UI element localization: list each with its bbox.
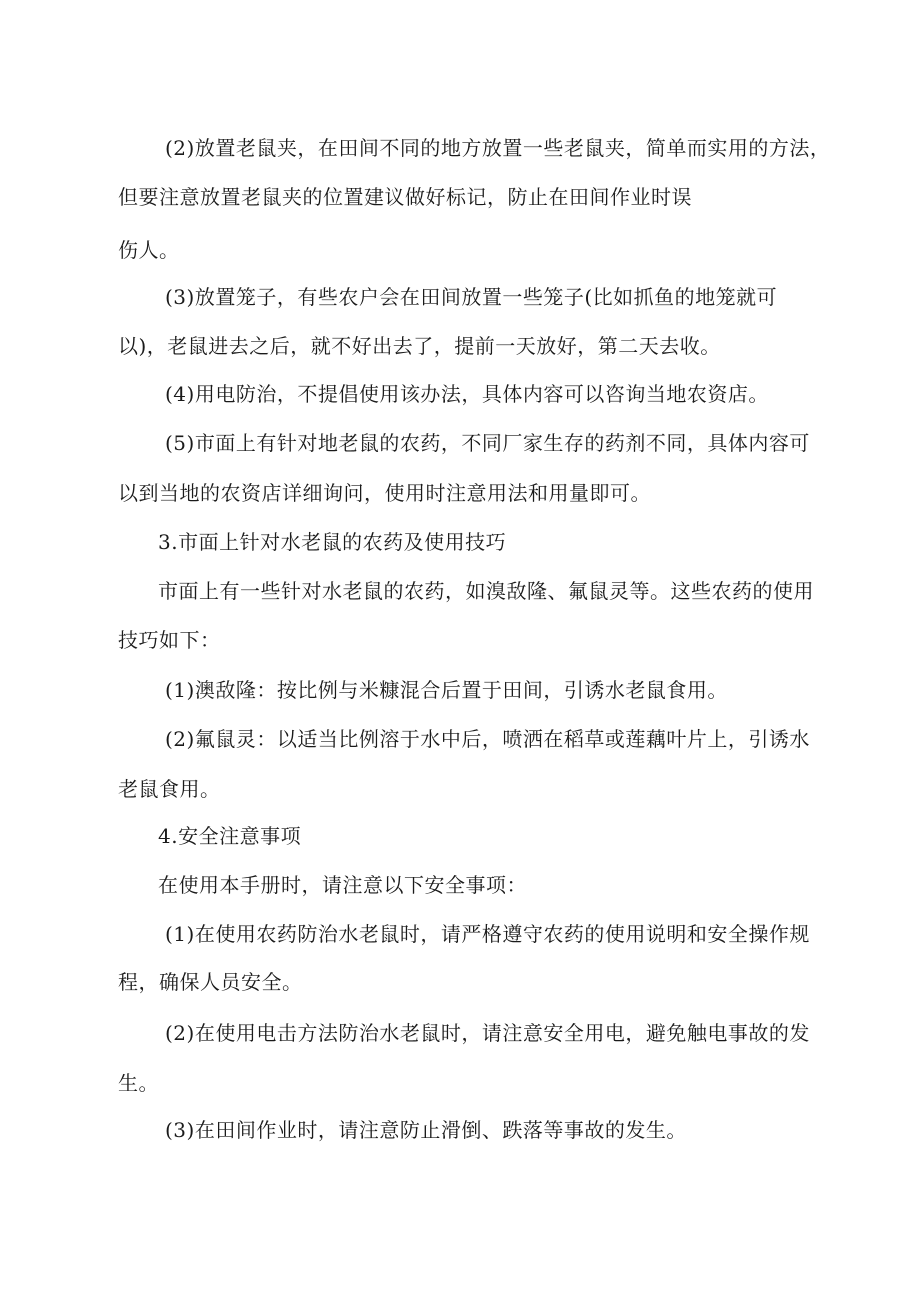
text-line: 但要注意放置老鼠夹的位置建议做好标记，防止在田间作业时误 (118, 185, 692, 209)
text-line: (3)在田间作业时，请注意防止滑倒、跌落等事故的发生。 (165, 1118, 687, 1142)
text-line: (2)氟鼠灵：以适当比例溶于水中后，喷洒在稻草或莲藕叶片上，引诱水 (165, 727, 810, 751)
text-line: 伤人。 (118, 238, 180, 262)
text-line: (3)放置笼子，有些农户会在田间放置一些笼子(比如抓鱼的地笼就可 (165, 285, 778, 309)
text-line: 程，确保人员安全。 (118, 970, 303, 994)
text-line: 市面上有一些针对水老鼠的农药，如溴敌隆、氟鼠灵等。这些农药的使用 (158, 579, 814, 603)
text-line: 以)，老鼠进去之后，就不好出去了，提前一天放好，第二天去收。 (118, 334, 721, 358)
text-line: 生。 (118, 1071, 159, 1095)
section-heading: 4.安全注意事项 (158, 824, 302, 848)
text-line: (2)放置老鼠夹，在田间不同的地方放置一些老鼠夹，简单而实用的方法， (165, 136, 831, 160)
text-line: (1)在使用农药防治水老鼠时，请严格遵守农药的使用说明和安全操作规 (165, 922, 810, 946)
text-line: (2)在使用电击方法防治水老鼠时，请注意安全用电，避免触电事故的发 (165, 1021, 810, 1045)
text-line: 技巧如下： (118, 628, 221, 652)
text-line: 在使用本手册时，请注意以下安全事项： (158, 873, 527, 897)
section-heading: 3.市面上针对水老鼠的农药及使用技巧 (158, 530, 507, 554)
text-line: 以到当地的农资店详细询问，使用时注意用法和用量即可。 (118, 481, 651, 505)
text-line: (4)用电防治，不提倡使用该办法，具体内容可以咨询当地农资店。 (165, 382, 769, 406)
text-line: 老鼠食用。 (118, 777, 221, 801)
text-line: (1)澳敌隆：按比例与米糠混合后置于田间，引诱水老鼠食用。 (165, 678, 728, 702)
text-line: (5)市面上有针对地老鼠的农药，不同厂家生存的药剂不同，具体内容可 (165, 431, 810, 455)
